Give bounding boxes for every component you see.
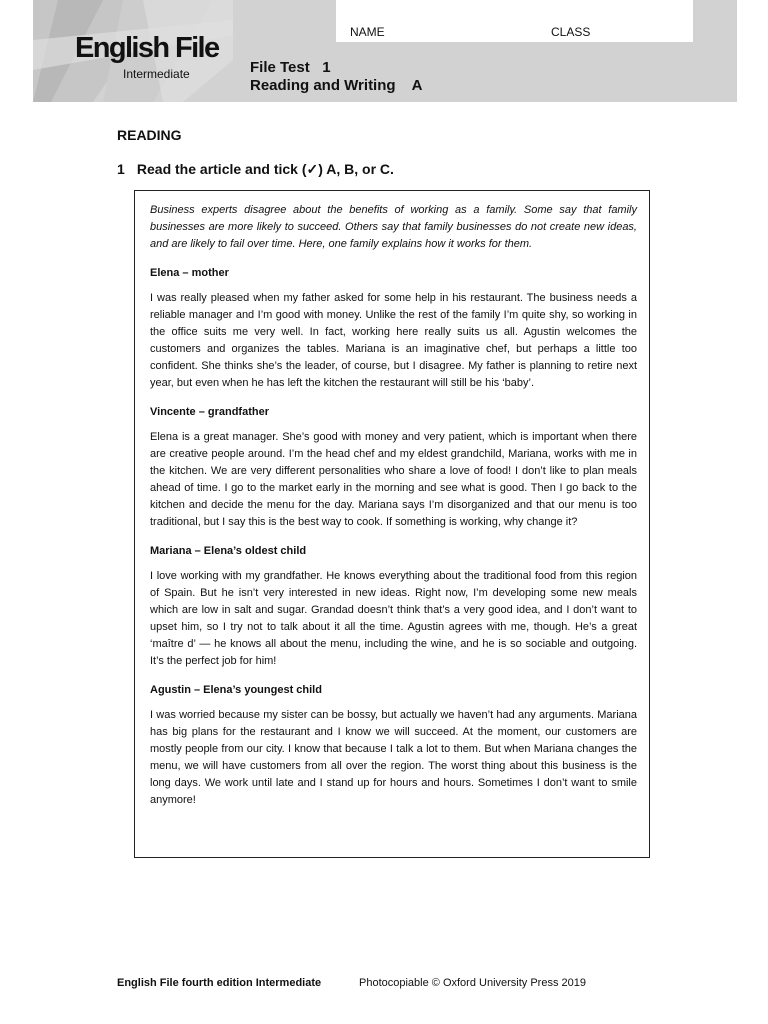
name-class-box: [336, 0, 693, 42]
speaker-heading: Mariana – Elena’s oldest child: [150, 545, 307, 557]
footer-edition: English File fourth edition Intermediate: [117, 977, 322, 989]
name-label: NAME: [350, 25, 385, 39]
speaker-heading: Vincente – grandfather: [150, 406, 269, 418]
footer-copyright: Photocopiable © Oxford University Press 2019: [359, 977, 586, 989]
speaker-paragraph: Elena is a great manager. She’s good with money and very patient, which is important when there are creative people around. I’m the head chef and my eldest grandchild, Mariana, works with me in the kitchen. We are very different personalities who share a love of food! I don’t like to plan meals ahead of time. I go to the market early in the morning and see what is good. Then I go back to the kitchen and decide the menu for the day. Mariana says I’m disorganized and that our menu is too traditional, but I say this is the best way to cook. If something is working, why change it?: [150, 431, 637, 528]
exercise-number: 1: [117, 161, 125, 177]
test-title-line1: File Test 1: [250, 59, 331, 76]
brand-subtitle: Intermediate: [123, 67, 190, 81]
test-title-line2: Reading and Writing A: [250, 77, 423, 94]
header-band: [33, 0, 737, 102]
section-heading: READING: [117, 127, 182, 143]
article-intro: Business experts disagree about the benefits of working as a family. Some say that family businesses are more likely to succeed. Others say that family businesses do not create new ideas, and are likely to fail over time. Here, one family explains how it works for them.: [150, 204, 637, 250]
speaker-heading: Elena – mother: [150, 267, 229, 279]
speaker-paragraph: I was really pleased when my father asked for some help in his restaurant. The business needs a reliable manager and I’m good with money. Unlike the rest of the family I’m quite shy, so working in the office suits me very well. In fact, working here really suits us all. Agustin welcomes the customers and organizes the tables. Mariana is an imaginative chef, but perhaps a little too confident. She thinks she’s the leader, of course, but I disagree. My father is planning to retire next year, but even when he has left the kitchen the restaurant will still be his ‘baby’.: [150, 292, 637, 389]
article-box: [134, 190, 650, 858]
exercise-text: Read the article and tick (✓) A, B, or C.: [136, 161, 394, 177]
brand-title: English File: [75, 32, 219, 64]
speaker-paragraph: I love working with my grandfather. He knows everything about the traditional food from this region of Spain. But he isn’t very interested in new ideas. Right now, I’m developing some new meals which are low in salt and sugar. Grandad doesn’t think that’s a very good idea, and I don’t want to upset him, so I try not to talk about it all the time. Agustin agrees with me, though. He’s a great ‘maître d’ — he knows all about the menu, including the wine, and he is so sociable and outgoing. It’s the perfect job for him!: [150, 570, 637, 667]
test-title: [250, 59, 423, 95]
exercise-instruction: [117, 161, 394, 178]
speaker-paragraph: I was worried because my sister can be bossy, but actually we haven’t had any arguments. Mariana has big plans for the restaurant and I know we will succeed. At the moment, our customers are mostly people from our city. I know that because I talk a lot to them. But when Mariana changes the menu, we will have customers from all over the region. The worst thing about this business is the long days. We work until late and I stand up for hours and hours. Sometimes I don’t want to smile anymore!: [150, 709, 637, 806]
article-content: [150, 202, 637, 821]
speaker-heading: Agustin – Elena’s youngest child: [150, 684, 322, 696]
class-label: CLASS: [551, 25, 591, 39]
